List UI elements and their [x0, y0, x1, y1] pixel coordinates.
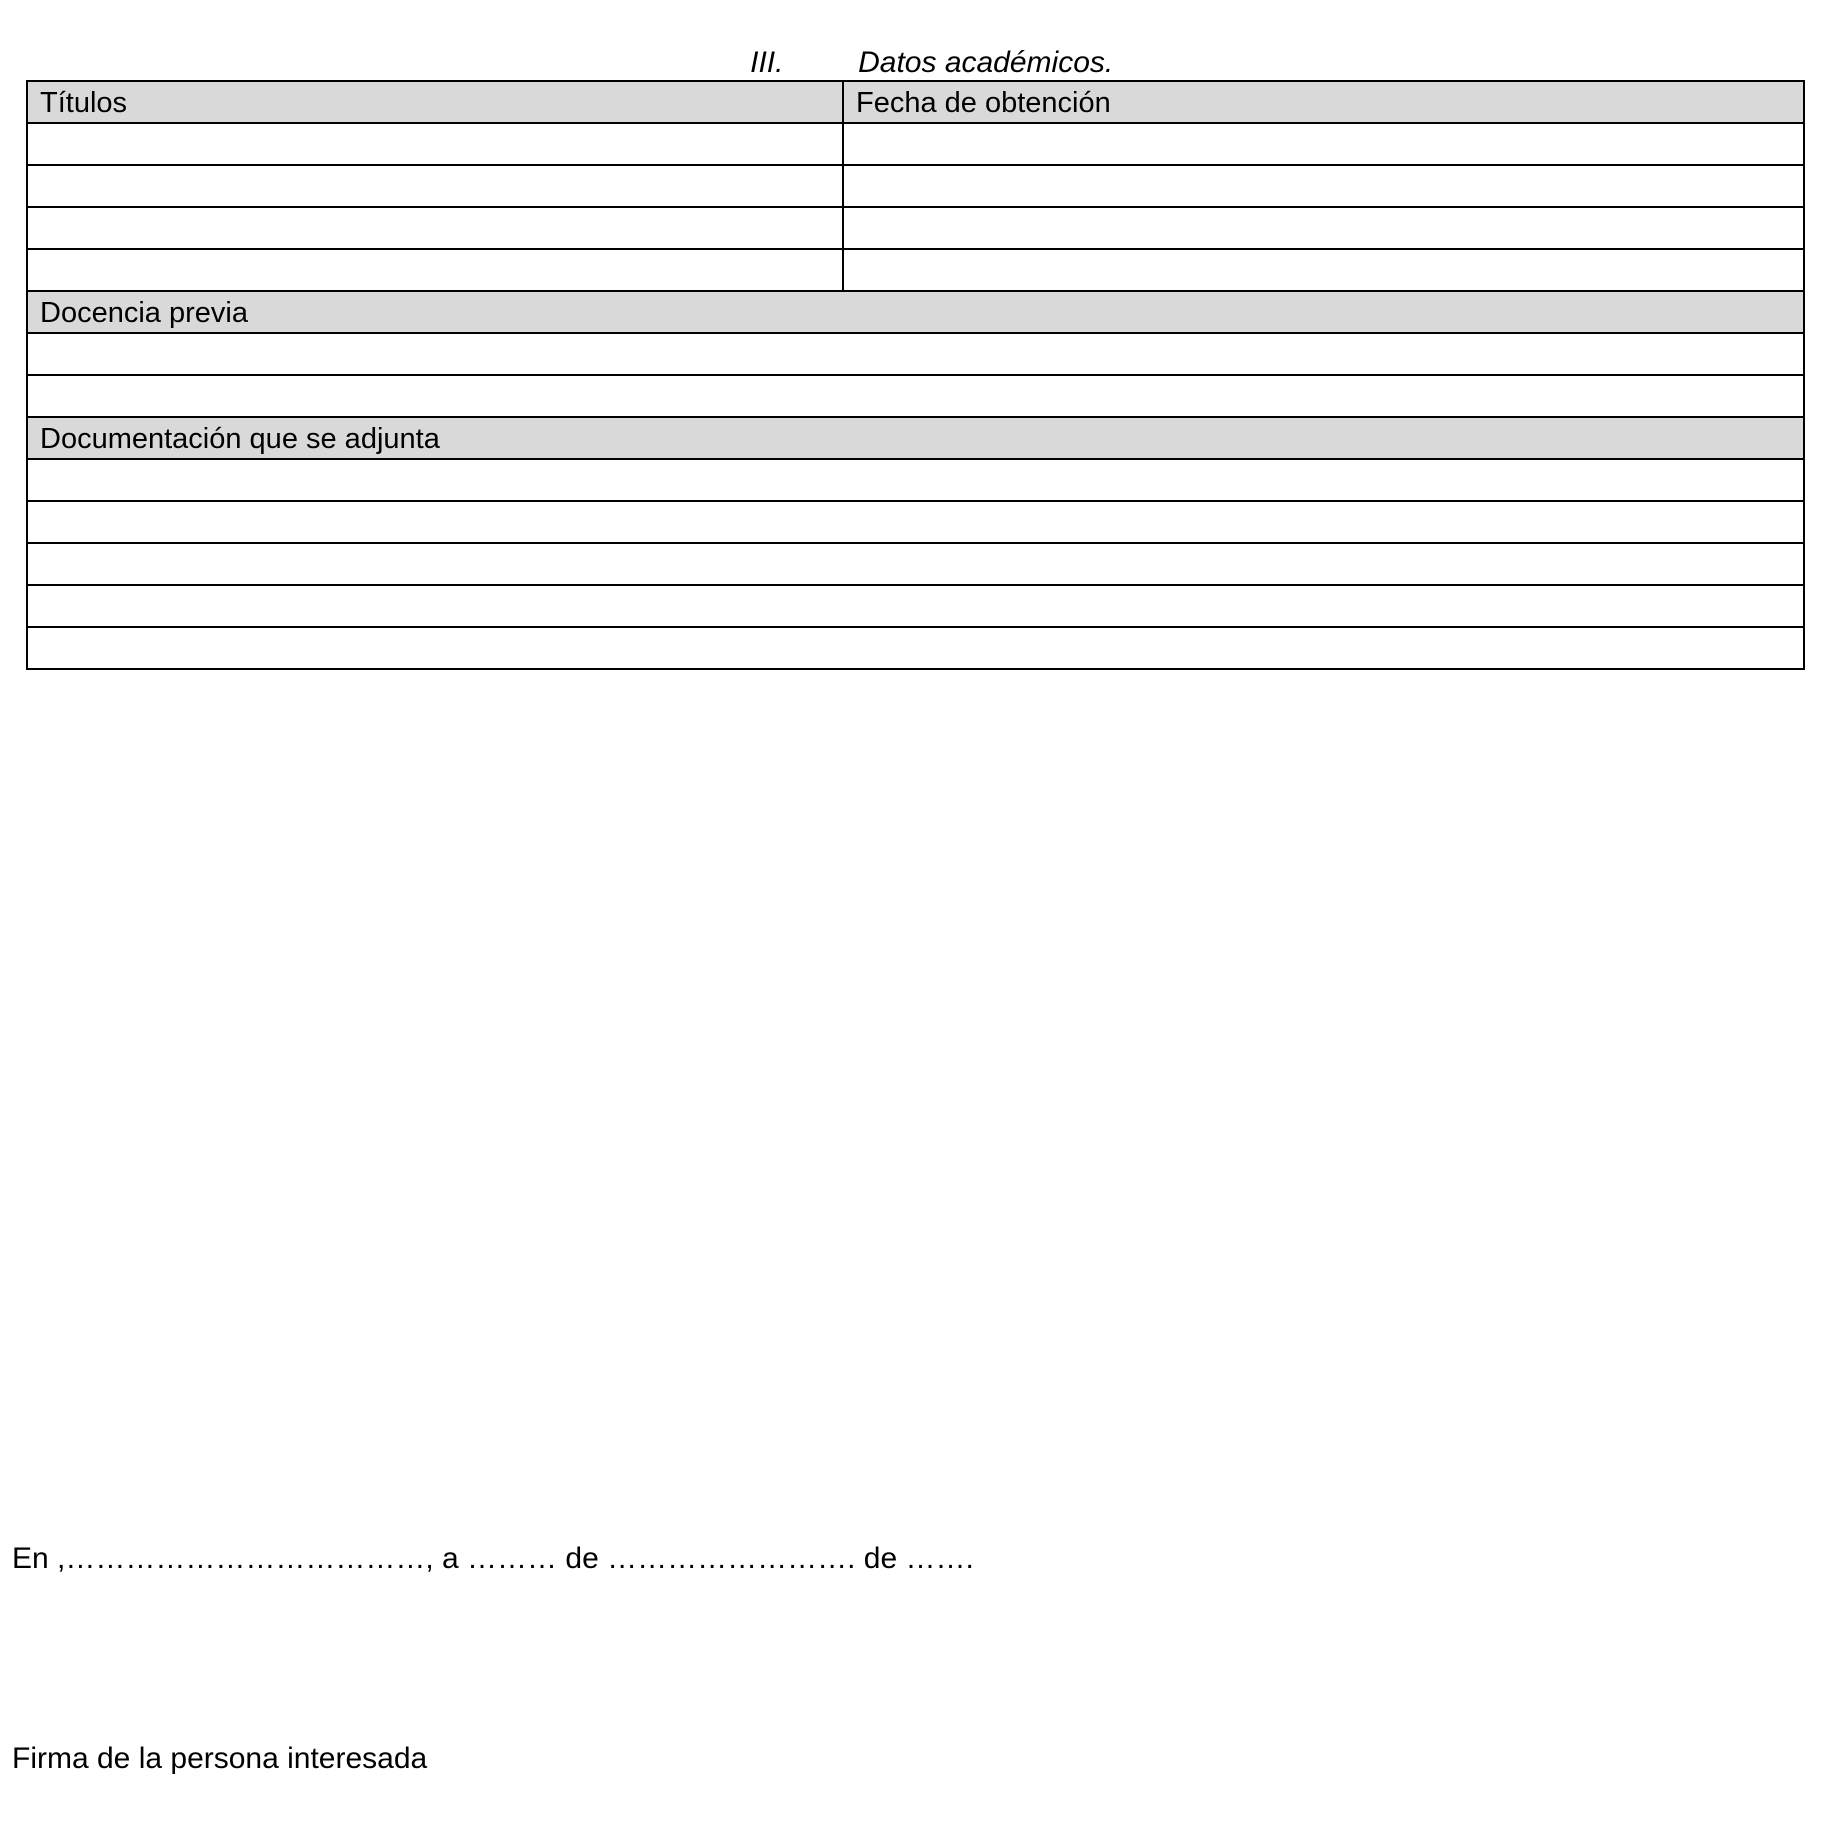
documentacion-field-3[interactable] [27, 543, 1804, 585]
documentacion-field-5[interactable] [27, 627, 1804, 669]
section-title: Datos académicos. [858, 46, 1114, 79]
signature-label: Firma de la persona interesada [12, 1742, 428, 1775]
table-row [27, 207, 1804, 249]
header-label-docencia: Docencia previa [40, 297, 248, 329]
academic-data-table [26, 80, 1805, 670]
header-label-documentacion: Documentación que se adjunta [40, 423, 440, 455]
fecha-field-4[interactable] [843, 249, 1804, 291]
table-row [27, 165, 1804, 207]
header-cell-documentacion [27, 417, 1804, 459]
fecha-field-3[interactable] [843, 207, 1804, 249]
docencia-field-1[interactable] [27, 333, 1804, 375]
table-row [27, 333, 1804, 375]
table-row [27, 501, 1804, 543]
table-header-row [27, 81, 1804, 123]
fecha-field-2[interactable] [843, 165, 1804, 207]
titulo-field-4[interactable] [27, 249, 843, 291]
titulo-field-3[interactable] [27, 207, 843, 249]
documentacion-field-2[interactable] [27, 501, 1804, 543]
documentacion-header-row [27, 417, 1804, 459]
header-cell-titulos [27, 81, 843, 123]
documentacion-field-4[interactable] [27, 585, 1804, 627]
table-row [27, 627, 1804, 669]
table-row [27, 459, 1804, 501]
titulo-field-2[interactable] [27, 165, 843, 207]
table-row [27, 543, 1804, 585]
titulo-field-1[interactable] [27, 123, 843, 165]
table-row [27, 123, 1804, 165]
header-cell-fecha [843, 81, 1804, 123]
table-row [27, 585, 1804, 627]
section-number: III. [750, 46, 784, 79]
fecha-field-1[interactable] [843, 123, 1804, 165]
table-row [27, 375, 1804, 417]
header-label-fecha: Fecha de obtención [856, 87, 1111, 119]
header-cell-docencia [27, 291, 1804, 333]
docencia-header-row [27, 291, 1804, 333]
docencia-field-2[interactable] [27, 375, 1804, 417]
header-label-titulos: Títulos [40, 87, 128, 119]
documentacion-field-1[interactable] [27, 459, 1804, 501]
place-and-date-line[interactable]: En ,………………………………, a ……… de ……………………. de ……. [12, 1542, 974, 1575]
table-row [27, 249, 1804, 291]
